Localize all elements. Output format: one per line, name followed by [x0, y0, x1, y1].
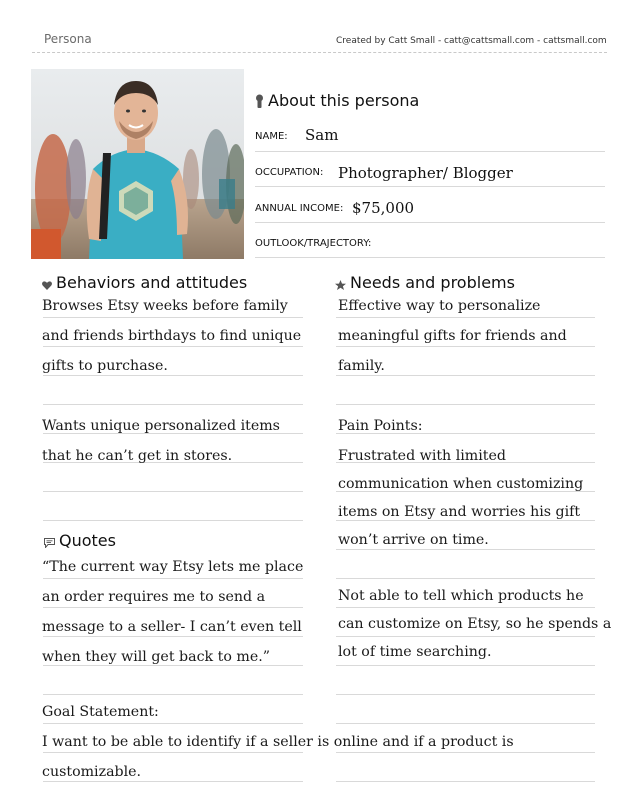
left-rule — [43, 694, 303, 695]
pain-points-label: Pain Points: — [338, 418, 423, 434]
quote-line: when they will get back to me.” — [42, 649, 270, 665]
right-rule — [336, 578, 595, 579]
speech-bubble-icon — [44, 538, 55, 548]
quote-line: an order requires me to send a — [42, 589, 266, 605]
left-rule — [43, 491, 303, 492]
right-rule — [336, 404, 595, 405]
needs-heading-text: Needs and problems — [350, 273, 515, 292]
needs-line: lot of time searching. — [338, 644, 492, 660]
left-rule — [43, 375, 303, 376]
behaviors-heading — [42, 273, 247, 292]
left-rule — [43, 404, 303, 405]
needs-line: meaningful gifts for friends and — [338, 328, 567, 344]
heart-icon — [42, 281, 52, 290]
star-icon — [335, 280, 346, 290]
about-heading-text: About this persona — [268, 91, 420, 110]
right-rule — [336, 346, 595, 347]
needs-line: Frustrated with limited — [338, 448, 506, 464]
quotes-heading — [44, 531, 116, 550]
person-pin-icon — [255, 94, 264, 108]
left-rule — [43, 752, 303, 753]
behaviors-line: Wants unique personalized items — [42, 418, 280, 434]
left-rule — [43, 346, 303, 347]
occupation-label: OCCUPATION: — [255, 167, 324, 178]
quote-line: message to a seller- I can’t even tell — [42, 619, 302, 635]
needs-line: Not able to tell which products he — [338, 588, 584, 604]
right-rule — [336, 636, 595, 637]
right-rule — [336, 317, 595, 318]
needs-line: can customize on Etsy, so he spends a — [338, 616, 612, 632]
needs-line: communication when customizing — [338, 476, 584, 492]
outlook-rule — [255, 257, 605, 258]
income-rule — [255, 222, 605, 223]
left-rule — [43, 636, 303, 637]
about-heading — [255, 91, 419, 110]
behaviors-heading-text: Behaviors and attitudes — [56, 273, 248, 292]
left-rule — [43, 520, 303, 521]
left-rule — [43, 781, 303, 782]
left-rule — [43, 317, 303, 318]
needs-line: items on Etsy and worries his gift — [338, 504, 581, 520]
outlook-label: OUTLOOK/TRAJECTORY: — [255, 238, 372, 249]
page-title: Persona — [44, 32, 92, 46]
goal-line: customizable. — [42, 764, 142, 780]
left-rule — [43, 665, 303, 666]
needs-line: Effective way to personalize — [338, 298, 541, 314]
occupation-rule — [255, 186, 605, 187]
right-rule — [336, 694, 595, 695]
behaviors-line: and friends birthdays to find unique — [42, 328, 302, 344]
persona-photo — [31, 69, 244, 259]
header-divider — [32, 52, 607, 53]
name-value: Sam — [305, 126, 339, 144]
needs-heading — [335, 273, 515, 292]
occupation-value: Photographer/ Blogger — [338, 164, 513, 182]
credit-line: Created by Catt Small - catt@cattsmall.com - cattsmall.com — [336, 36, 607, 46]
right-rule — [336, 375, 595, 376]
right-rule — [336, 781, 595, 782]
goal-label: Goal Statement: — [42, 704, 159, 720]
right-rule — [336, 520, 595, 521]
quotes-heading-text: Quotes — [59, 531, 116, 550]
income-value: $75,000 — [352, 199, 415, 217]
left-rule — [43, 723, 303, 724]
needs-line: won’t arrive on time. — [338, 532, 489, 548]
right-rule — [336, 723, 595, 724]
name-rule — [255, 151, 605, 152]
needs-line: family. — [338, 358, 385, 374]
right-rule — [336, 752, 595, 753]
income-label: ANNUAL INCOME: — [255, 203, 344, 214]
name-label: NAME: — [255, 131, 288, 142]
behaviors-line: Browses Etsy weeks before family — [42, 298, 288, 314]
goal-line: I want to be able to identify if a seller is online and if a product is — [42, 734, 514, 750]
behaviors-line: that he can’t get in stores. — [42, 448, 233, 464]
quote-line: “The current way Etsy lets me place — [42, 559, 304, 575]
right-rule — [336, 549, 595, 550]
behaviors-line: gifts to purchase. — [42, 358, 168, 374]
left-rule — [43, 607, 303, 608]
left-rule — [43, 578, 303, 579]
right-rule — [336, 607, 595, 608]
right-rule — [336, 665, 595, 666]
